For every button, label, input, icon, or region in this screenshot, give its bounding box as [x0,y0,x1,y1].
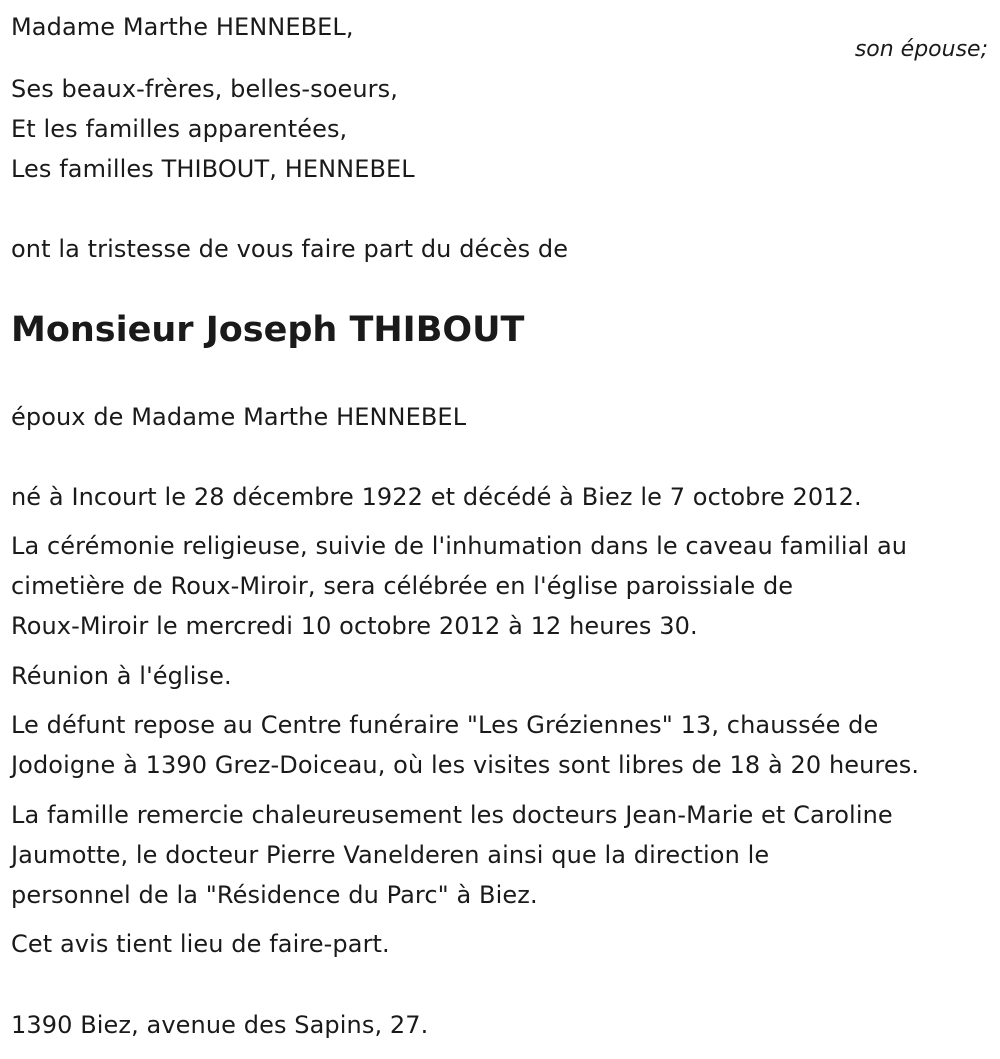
ceremony-line-2: cimetière de Roux-Miroir, sera célébrée en l'église paroissiale de [11,572,794,600]
address-line: 1390 Biez, avenue des Sapins, 27. [11,1011,429,1039]
thanks-line-3: personnel de la "Résidence du Parc" à Biez. [11,881,538,909]
relatives-line-2: Et les familles apparentées, [11,115,348,143]
notice-line: Cet avis tient lieu de faire-part. [11,930,390,958]
widow-role: son épouse; [854,37,988,62]
announcement: ont la tristesse de vous faire part du décès de [11,235,569,263]
relatives-line-1: Ses beaux-frères, belles-soeurs, [11,75,398,103]
meeting-note: Réunion à l'église. [11,662,232,690]
repose-line-1: Le défunt repose au Centre funéraire "Les Gréziennes" 13, chaussée de [11,711,879,739]
widow-name: Madame Marthe HENNEBEL, [11,13,354,41]
ceremony-line-1: La cérémonie religieuse, suivie de l'inhumation dans le caveau familial au [11,532,908,560]
thanks-line-1: La famille remercie chaleureusement les docteurs Jean-Marie et Caroline [11,801,893,829]
ceremony-line-3: Roux-Miroir le mercredi 10 octobre 2012 à 12 heures 30. [11,612,698,640]
thanks-line-2: Jaumotte, le docteur Pierre Vanelderen ainsi que la direction le [11,841,770,869]
spouse-line: époux de Madame Marthe HENNEBEL [11,403,467,431]
relatives-line-3: Les familles THIBOUT, HENNEBEL [11,155,415,183]
deceased-name: Monsieur Joseph THIBOUT [11,310,525,350]
repose-line-2: Jodoigne à 1390 Grez-Doiceau, où les visites sont libres de 18 à 20 heures. [11,751,920,779]
birth-death-dates: né à Incourt le 28 décembre 1922 et décédé à Biez le 7 octobre 2012. [11,483,862,511]
